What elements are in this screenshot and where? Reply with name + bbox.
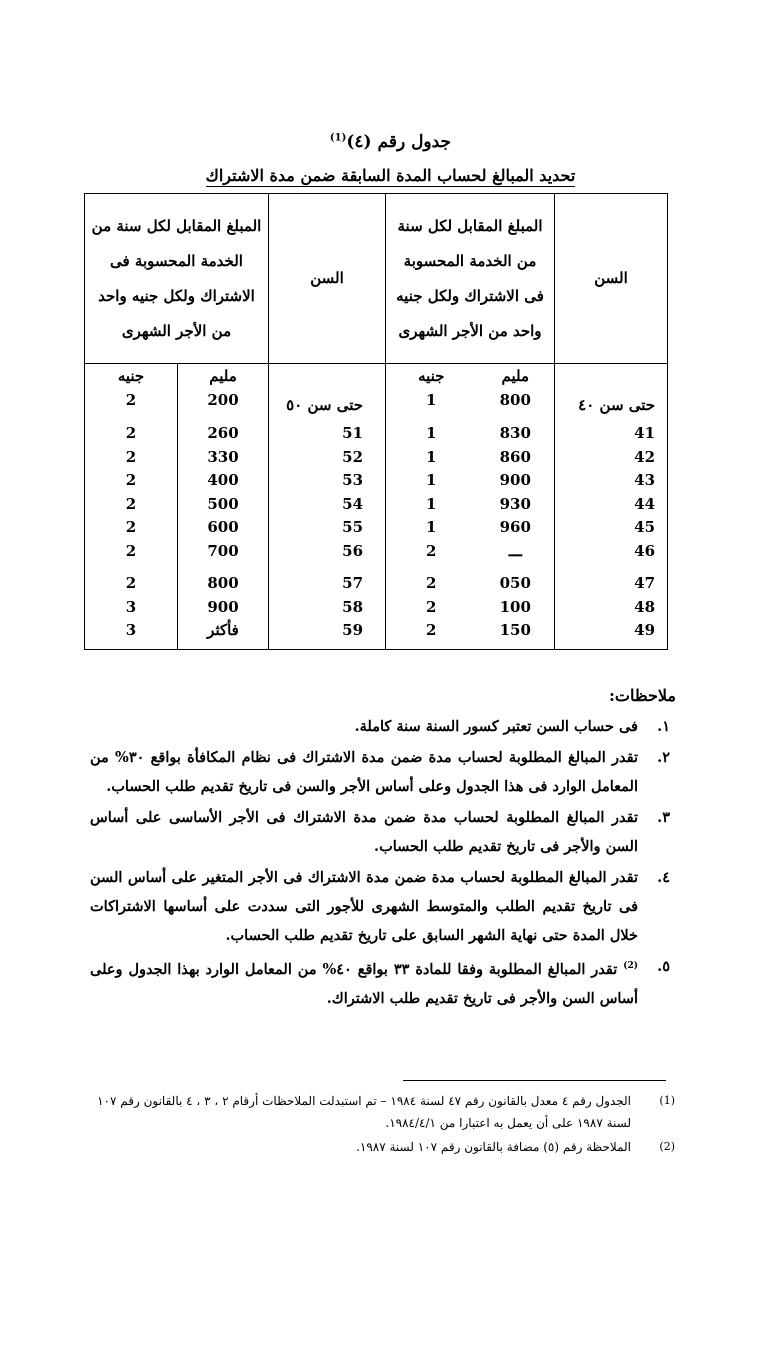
note-text: $^{(2)}$ تقدر المبالغ المطلوبة وفقا للمادة ٣٣ بواقع ٤٠% من المعامل الوارد بهذا الجدول وعلى أساس السن والأجر فى تاريخ تقديم طلب الاشتراك.	[90, 960, 638, 1007]
header-amount-left: المبلغ المقابل لكل سنة من الخدمة المحسوبة فى الاشتراك ولكل جنيه واحد من الأجر الشهرى	[85, 194, 269, 364]
table-cell: 1	[426, 518, 437, 536]
note-item	[90, 743, 670, 801]
note-text: تقدر المبالغ المطلوبة لحساب مدة ضمن مدة الاشتراك فى الأجر المتغير على أساس السن فى تاريخ تقديم الطلب والمتوسط الشهرى للأجور التى سددت على أساسها الاشتراكات خلال المدة حتى نهاية الشهر السابق على تاريخ تقديم طلب الحساب.	[90, 869, 638, 944]
age-column-left	[269, 364, 386, 650]
note-number: ٥.	[657, 958, 670, 975]
footnote-number: (2)	[659, 1140, 675, 1153]
table-cell: 800	[207, 574, 239, 592]
unit-millim-left: مليم	[209, 367, 237, 385]
footnote-number: (1)	[659, 1094, 675, 1107]
table-cell: 1	[426, 447, 437, 466]
table-cell: 2	[125, 424, 137, 442]
table-cell: 2	[426, 621, 437, 639]
header-age-left: السن	[269, 194, 386, 364]
table-cell: 59	[342, 621, 364, 639]
table-cell: 860	[499, 447, 531, 466]
table-cell: 2	[125, 494, 137, 513]
table-cell: 57	[342, 574, 364, 592]
footnote-item	[90, 1090, 675, 1134]
table-cell: 2	[125, 471, 137, 489]
note-number: ٤.	[657, 869, 670, 886]
table-cell: 51	[342, 424, 364, 442]
millim-column-right	[477, 364, 555, 650]
unit-pound-left: جنيه	[117, 367, 145, 385]
notes-title: ملاحظات:	[609, 686, 676, 705]
table-cell: 2	[125, 391, 137, 409]
footnote-item	[90, 1136, 675, 1158]
header-amount-right: المبلغ المقابل لكل سنة من الخدمة المحسوبة فى الاشتراك ولكل جنيه واحد من الأجر الشهرى	[386, 194, 555, 364]
table-cell: 930	[499, 494, 531, 513]
table-cell: 150	[499, 621, 531, 639]
table-subtitle: تحديد المبالغ لحساب المدة السابقة ضمن مدة الاشتراك	[205, 166, 576, 185]
table-cell: 830	[499, 424, 531, 442]
table-cell: فأكثر	[207, 621, 239, 639]
table-cell: حتى سن ٥٠	[286, 396, 364, 414]
pound-column-left	[85, 364, 178, 650]
age-column-right	[555, 364, 668, 650]
table-cell: 2	[125, 447, 137, 466]
table-cell: 1	[426, 471, 437, 489]
table-cell: 050	[499, 574, 531, 592]
table-cell: 1	[426, 424, 437, 442]
table-cell: 700	[207, 541, 239, 560]
table-cell: 2	[426, 541, 437, 560]
footnote-text: الملاحظة رقم (٥) مضافة بالقانون رقم ١٠٧ لسنة ١٩٨٧.	[356, 1140, 631, 1154]
notes-section	[90, 680, 676, 1015]
table-cell: 58	[342, 597, 364, 616]
table-cell: 48	[634, 597, 656, 616]
note-text: تقدر المبالغ المطلوبة لحساب مدة ضمن مدة الاشتراك فى نظام المكافأة بواقع ٣٠% من المعامل الوارد فى هذا الجدول وعلى أساس الأجر والسن فى تاريخ تقديم طلب الحساب.	[90, 749, 638, 795]
table-title: جدول رقم (٤)$^{(1)}$	[329, 132, 452, 152]
table-cell: 3	[125, 597, 137, 616]
table-cell: 43	[634, 471, 656, 489]
title-footnote-ref: (1)	[329, 132, 347, 144]
table-cell: 42	[634, 447, 656, 466]
table-cell: 2	[426, 574, 437, 592]
table-cell: 200	[207, 391, 239, 409]
table-cell: 400	[207, 471, 239, 489]
unit-pound-right: جنيه	[418, 367, 445, 385]
table-cell: 1	[426, 494, 437, 513]
table-cell: 2	[125, 518, 137, 536]
table-cell: 100	[499, 597, 531, 616]
note-item	[90, 803, 670, 861]
millim-column-left	[178, 364, 269, 650]
table-cell: 260	[207, 424, 239, 442]
header-age-right: السن	[555, 194, 668, 364]
table-cell: حتى سن ٤٠	[578, 396, 656, 414]
table-cell: 500	[207, 494, 239, 513]
table-cell: 46	[634, 541, 656, 560]
footnote-separator	[403, 1080, 666, 1081]
note-item	[90, 952, 670, 1013]
table-cell: 330	[207, 447, 239, 466]
table-cell: 55	[342, 518, 364, 536]
table-cell: 2	[125, 541, 137, 560]
note-number: ٣.	[657, 809, 670, 826]
table-cell: 56	[342, 541, 364, 560]
table-cell: 3	[125, 621, 137, 639]
table-cell: 900	[499, 471, 531, 489]
note-text: تقدر المبالغ المطلوبة لحساب مدة ضمن مدة الاشتراك فى الأجر الأساسى على أساس السن والأجر فى تاريخ تقديم طلب الحساب.	[90, 809, 638, 855]
note-item	[90, 712, 670, 741]
table-cell: 960	[499, 518, 531, 536]
table-cell: 44	[634, 494, 656, 513]
table-cell: 47	[634, 574, 656, 592]
table-cell: 600	[207, 518, 239, 536]
table-cell: 54	[342, 494, 364, 513]
table-cell: 1	[426, 391, 437, 409]
table-cell: 41	[634, 424, 656, 442]
table-cell: ـــ	[508, 541, 522, 560]
note-number: ٢.	[657, 749, 670, 766]
table-cell: 53	[342, 471, 364, 489]
table-cell: 49	[634, 621, 656, 639]
unit-millim-right: مليم	[501, 367, 530, 385]
contribution-table	[84, 193, 668, 650]
footnote-text: الجدول رقم ٤ معدل بالقانون رقم ٤٧ لسنة ١٩٨٤ – تم استبدلت الملاحظات أرقام ٢ ، ٣ ، ٤ بالقانون رقم ١٠٧ لسنة ١٩٨٧ على أن يعمل به اعتبارا من ١٩٨٤/٤/١.	[97, 1094, 631, 1130]
note-text: فى حساب السن تعتبر كسور السنة سنة كاملة.	[354, 718, 638, 735]
footnotes	[90, 1090, 675, 1160]
note-footnote-ref: (2)	[623, 961, 638, 971]
notes-list	[90, 712, 670, 1013]
table-cell: 45	[634, 518, 656, 536]
table-body-row	[85, 364, 668, 650]
note-item	[90, 863, 670, 950]
table-cell: 800	[499, 391, 531, 409]
table-cell: 52	[342, 447, 364, 466]
table-cell: 900	[207, 597, 239, 616]
table-cell: 2	[125, 574, 137, 592]
table-cell: 2	[426, 597, 437, 616]
pound-column-right	[386, 364, 477, 650]
table-header-row	[85, 194, 668, 364]
note-number: ١.	[657, 718, 670, 735]
